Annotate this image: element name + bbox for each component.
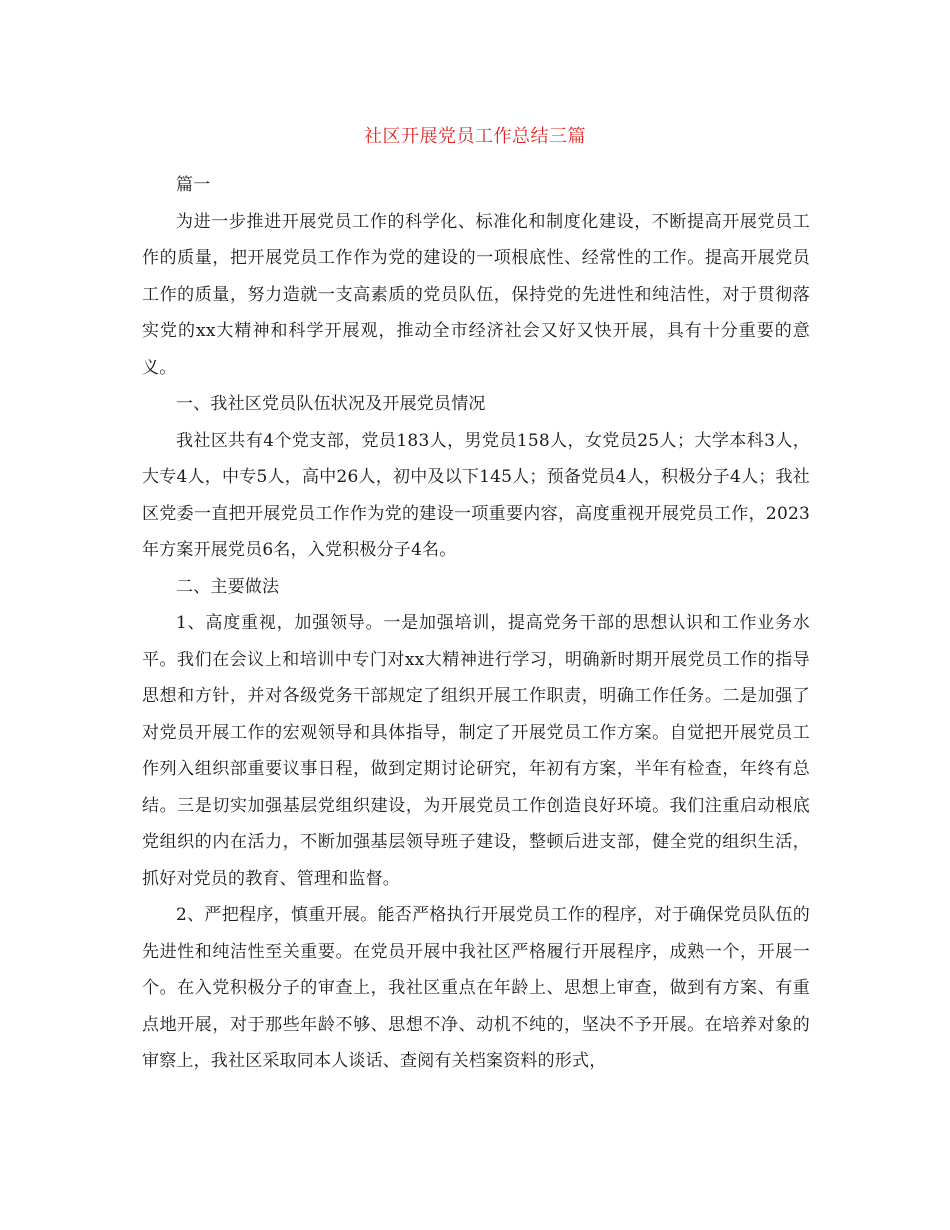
section-label: 篇一 [176,175,211,195]
heading-section-one: 一、我社区党员队伍状况及开展党员情况 [176,394,486,414]
heading-section-two: 二、主要做法 [176,576,280,597]
paragraph-intro: 为进一步推进开展党员工作的科学化、标准化和制度化建设，不断提高开展党员工作的质量，把开展党员工作作为党的建设的一项根底性、经常性的工作。提高开展党员工作的质量，努力造就一支高素质的党员队伍，保持党的先进性和纯洁性，对于贯彻落实党的xx大精神和科学开展观，推动全市经济社会又好又快开展，具有十分重要的意义。 [142,211,810,378]
document-title: 社区开展党员工作总结三篇 [364,126,586,147]
paragraph-member-status: 我社区共有4个党支部，党员183人，男党员158人，女党员25人；大学本科3人，大专4人，中专5人，高中26人，初中及以下145人；预备党员4人，积极分子4人；我社区党委一直把开展党员工作作为党的建设一项重要内容，高度重视开展党员工作，2023年方案开展党员6名，入党积极分子4名。 [142,430,810,560]
document-body [142,167,810,1080]
paragraph-leadership: 1、高度重视，加强领导。一是加强培训，提高党务干部的思想认识和工作业务水平。我们在会议上和培训中专门对xx大精神进行学习，明确新时期开展党员工作的指导思想和方针，并对各级党务干部规定了组织开展工作职责，明确工作任务。二是加强了对党员开展工作的宏观领导和具体指导，制定了开展党员工作方案。自觉把开展党员工作列入组织部重要议事日程，做到定期讨论研究，年初有方案，半年有检查，年终有总结。三是切实加强基层党组织建设，为开展党员工作创造良好环境。我们注重启动根底党组织的内在活力，不断加强基层领导班子建设，整顿后进支部，健全党的组织生活，抓好对党员的教育、管理和监督。 [142,613,810,889]
paragraph-procedure: 2、严把程序，慎重开展。能否严格执行开展党员工作的程序，对于确保党员队伍的先进性和纯洁性至关重要。在党员开展中我社区严格履行开展程序，成熟一个，开展一个。在入党积极分子的审查上，我社区重点在年龄上、思想上审查，做到有方案、有重点地开展，对于那些年龄不够、思想不净、动机不纯的，坚决不予开展。在培养对象的审察上，我社区采取同本人谈话、查阅有关档案资料的形式， [142,905,810,1071]
